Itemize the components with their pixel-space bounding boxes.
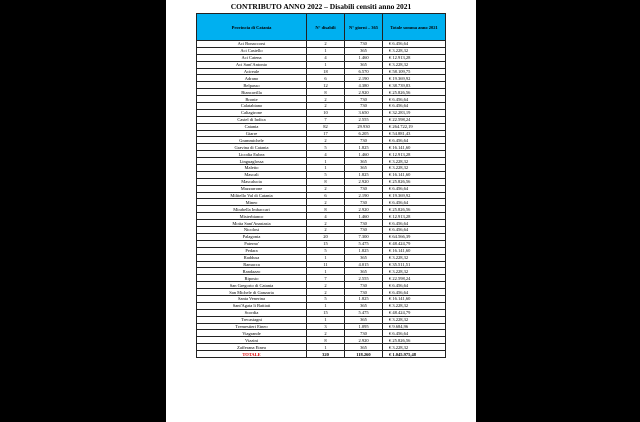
cell-totale: € 6.456,64 [383,282,446,289]
cell-disabili: 2 [307,185,345,192]
cell-provincia: Ramacca [197,261,307,268]
cell-provincia: Paterno' [197,240,307,247]
cell-giorni: 1.460 [345,151,383,158]
cell-totale: € 6.456,64 [383,185,446,192]
table-row [197,192,446,199]
cell-giorni: 5.475 [345,240,383,247]
table-row [197,144,446,151]
table-body [197,41,446,351]
cell-disabili: 1 [307,316,345,323]
cell-disabili: 15 [307,309,345,316]
cell-totale: € 6.456,64 [383,137,446,144]
cell-disabili: 17 [307,130,345,137]
table-row [197,54,446,61]
cell-giorni: 2.920 [345,89,383,96]
table-row [197,75,446,82]
cell-disabili: 2 [307,137,345,144]
table-row [197,116,446,123]
cell-disabili: 4 [307,54,345,61]
cell-disabili: 2 [307,282,345,289]
cell-giorni: 730 [345,289,383,296]
cell-giorni: 365 [345,344,383,351]
cell-totale: € 48.424,79 [383,309,446,316]
cell-totale: € 3.228,32 [383,268,446,275]
table-row [197,41,446,48]
header-giorni: N° giorni – 365 [345,14,383,41]
table-row [197,109,446,116]
cell-disabili: 6 [307,75,345,82]
cell-provincia: Calatabiano [197,103,307,110]
cell-giorni: 730 [345,199,383,206]
cell-disabili: 1 [307,254,345,261]
table-row [197,302,446,309]
cell-giorni: 730 [345,220,383,227]
table-row [197,337,446,344]
cell-totale: € 16.141,60 [383,144,446,151]
cell-provincia: Linguaglossa [197,158,307,165]
cell-provincia: Acireale [197,68,307,75]
cell-provincia: Nicolosi [197,227,307,234]
cell-giorni: 3.650 [345,109,383,116]
cell-disabili: 2 [307,96,345,103]
table-row [197,213,446,220]
cell-giorni: 7.300 [345,233,383,240]
cell-provincia: Randazzo [197,268,307,275]
cell-provincia: Tremestieri Etneo [197,323,307,330]
cell-giorni: 1.825 [345,295,383,302]
cell-provincia: Bronte [197,96,307,103]
cell-provincia: Trecastagni [197,316,307,323]
cell-provincia: Misterbianco [197,213,307,220]
cell-totale: € 6.456,64 [383,103,446,110]
cell-provincia: Viagrande [197,330,307,337]
cell-disabili: 2 [307,330,345,337]
cell-provincia: Vizzini [197,337,307,344]
cell-disabili: 1 [307,47,345,54]
table-row [197,82,446,89]
cell-giorni: 1.825 [345,144,383,151]
cell-provincia: Biancavilla [197,89,307,96]
cell-provincia: Mazzarrone [197,185,307,192]
table-row [197,130,446,137]
cell-totale: € 25.826,56 [383,206,446,213]
cell-giorni: 365 [345,165,383,172]
cell-totale: € 35.511,51 [383,261,446,268]
cell-totale: € 22.598,24 [383,116,446,123]
cell-provincia: Gravina di Catania [197,144,307,151]
header-totale: Totale somma anno 2021 [383,14,446,41]
cell-totale: € 6.456,64 [383,227,446,234]
table-row [197,240,446,247]
cell-disabili: 1 [307,158,345,165]
cell-disabili: 18 [307,68,345,75]
cell-giorni: 365 [345,268,383,275]
table-header-row [197,14,446,41]
cell-totale: € 3.228,32 [383,158,446,165]
table-row [197,295,446,302]
table-row [197,68,446,75]
cell-disabili: 4 [307,213,345,220]
cell-provincia: Maletto [197,165,307,172]
cell-disabili: 11 [307,261,345,268]
cell-giorni: 4.015 [345,261,383,268]
cell-totale: € 22.598,24 [383,275,446,282]
cell-provincia: Licodia Eubea [197,151,307,158]
table-row [197,227,446,234]
cell-provincia: Aci Castello [197,47,307,54]
cell-totale: € 12.913,28 [383,54,446,61]
cell-totale: € 16.141,60 [383,171,446,178]
cell-totale: € 19.369,92 [383,75,446,82]
cell-provincia: Riposto [197,275,307,282]
cell-giorni: 2.190 [345,75,383,82]
cell-provincia: Adrano [197,75,307,82]
table-row [197,316,446,323]
cell-totale: € 3.228,32 [383,47,446,54]
cell-disabili: 2 [307,103,345,110]
total-label: TOTALE [197,351,307,358]
cell-giorni: 2.555 [345,275,383,282]
header-disabili: N° disabili [307,14,345,41]
table-row [197,61,446,68]
table-row [197,344,446,351]
cell-provincia: San Michele di Ganzaria [197,289,307,296]
cell-disabili: 5 [307,295,345,302]
table-row [197,261,446,268]
cell-disabili: 10 [307,109,345,116]
cell-totale: € 16.141,60 [383,247,446,254]
table-row [197,151,446,158]
total-row [197,351,446,358]
cell-totale: € 6.456,64 [383,330,446,337]
cell-disabili: 82 [307,123,345,130]
cell-disabili: 1 [307,344,345,351]
cell-disabili: 8 [307,206,345,213]
cell-totale: € 12.913,28 [383,213,446,220]
cell-disabili: 2 [307,199,345,206]
cell-totale: € 25.826,56 [383,89,446,96]
cell-provincia: Mascali [197,171,307,178]
table-row [197,289,446,296]
cell-disabili: 6 [307,192,345,199]
cell-disabili: 20 [307,233,345,240]
cell-provincia: Pedara [197,247,307,254]
cell-giorni: 4.380 [345,82,383,89]
cell-totale: € 3.228,32 [383,344,446,351]
cell-totale: € 38.739,83 [383,82,446,89]
cell-giorni: 2.555 [345,116,383,123]
cell-provincia: Mineo [197,199,307,206]
cell-giorni: 730 [345,330,383,337]
cell-giorni: 1.460 [345,213,383,220]
cell-provincia: Aci Catena [197,54,307,61]
cell-totale: € 54.881,43 [383,130,446,137]
cell-giorni: 6.570 [345,68,383,75]
table-row [197,233,446,240]
cell-provincia: Sant'Agata li Battiati [197,302,307,309]
cell-provincia: Giarre [197,130,307,137]
cell-provincia: Motta Sant'Anastasia [197,220,307,227]
header-provincia: Provincia di Catania [197,14,307,41]
cell-totale: € 3.228,32 [383,316,446,323]
cell-disabili: 5 [307,144,345,151]
table-row [197,254,446,261]
table-row [197,275,446,282]
cell-provincia: San Gregorio di Catania [197,282,307,289]
cell-giorni: 5.475 [345,309,383,316]
table-row [197,330,446,337]
cell-totale: € 6.456,64 [383,289,446,296]
table-row [197,323,446,330]
cell-giorni: 365 [345,47,383,54]
cell-disabili: 2 [307,289,345,296]
cell-disabili: 1 [307,61,345,68]
table-row [197,185,446,192]
cell-giorni: 365 [345,158,383,165]
table-row [197,206,446,213]
cell-totale: € 3.228,32 [383,254,446,261]
total-amount: € 1.045.975,48 [383,351,446,358]
total-giorni: 118.260 [345,351,383,358]
cell-totale: € 6.456,64 [383,199,446,206]
cell-disabili: 8 [307,89,345,96]
cell-giorni: 1.825 [345,247,383,254]
cell-totale: € 12.913,28 [383,151,446,158]
cell-totale: € 64.566,39 [383,233,446,240]
cell-provincia: Grammichele [197,137,307,144]
cell-disabili: 2 [307,227,345,234]
cell-giorni: 2.920 [345,337,383,344]
table-row [197,247,446,254]
total-disabili: 320 [307,351,345,358]
cell-totale: € 6.456,64 [383,41,446,48]
table-row [197,158,446,165]
cell-provincia: Santa Venerina [197,295,307,302]
cell-disabili: 4 [307,151,345,158]
table-row [197,178,446,185]
cell-disabili: 1 [307,268,345,275]
cell-disabili: 2 [307,41,345,48]
cell-totale: € 6.456,64 [383,96,446,103]
cell-disabili: 1 [307,165,345,172]
cell-giorni: 29.930 [345,123,383,130]
cell-totale: € 58.109,75 [383,68,446,75]
cell-totale: € 3.228,32 [383,165,446,172]
cell-provincia: Aci Sant'Antonio [197,61,307,68]
cell-giorni: 365 [345,254,383,261]
cell-provincia: Mirabella Imbaccari [197,206,307,213]
cell-totale: € 19.369,92 [383,192,446,199]
cell-disabili: 8 [307,337,345,344]
cell-totale: € 48.424,79 [383,240,446,247]
cell-giorni: 365 [345,302,383,309]
cell-giorni: 1.825 [345,171,383,178]
cell-giorni: 730 [345,282,383,289]
cell-disabili: 3 [307,323,345,330]
cell-giorni: 730 [345,227,383,234]
document-title: CONTRIBUTO ANNO 2022 – Disabili censiti anno 2021 [230,2,412,11]
cell-provincia: Mascalucia [197,178,307,185]
cell-giorni: 730 [345,41,383,48]
cell-provincia: Zafferana Etnea [197,344,307,351]
cell-provincia: Militello Val di Catania [197,192,307,199]
table-row [197,103,446,110]
cell-giorni: 2.190 [345,192,383,199]
table-row [197,96,446,103]
cell-provincia: Scordia [197,309,307,316]
cell-totale: € 6.456,64 [383,220,446,227]
document-page [166,0,476,422]
cell-disabili: 1 [307,302,345,309]
cell-disabili: 5 [307,171,345,178]
cell-disabili: 2 [307,220,345,227]
table-row [197,220,446,227]
cell-disabili: 8 [307,178,345,185]
cell-giorni: 2.920 [345,206,383,213]
cell-giorni: 6.205 [345,130,383,137]
table-row [197,165,446,172]
cell-giorni: 2.920 [345,178,383,185]
cell-totale: € 3.228,32 [383,61,446,68]
table-row [197,199,446,206]
cell-disabili: 7 [307,116,345,123]
cell-totale: € 25.826,56 [383,337,446,344]
cell-totale: € 32.283,19 [383,109,446,116]
cell-giorni: 730 [345,103,383,110]
table-row [197,123,446,130]
table-row [197,309,446,316]
cell-totale: € 9.684,96 [383,323,446,330]
cell-disabili: 12 [307,82,345,89]
cell-totale: € 25.826,56 [383,178,446,185]
cell-totale: € 264.722,19 [383,123,446,130]
cell-provincia: Palagonia [197,233,307,240]
cell-giorni: 1.460 [345,54,383,61]
cell-giorni: 365 [345,61,383,68]
cell-giorni: 730 [345,137,383,144]
cell-provincia: Raddusa [197,254,307,261]
cell-provincia: Catania [197,123,307,130]
table-row [197,171,446,178]
cell-totale: € 16.141,60 [383,295,446,302]
cell-provincia: Aci Bonaccorsi [197,41,307,48]
table-row [197,268,446,275]
cell-disabili: 15 [307,240,345,247]
contributions-table [196,13,446,358]
cell-giorni: 1.095 [345,323,383,330]
cell-giorni: 730 [345,185,383,192]
table-row [197,282,446,289]
cell-disabili: 5 [307,247,345,254]
cell-provincia: Belpasso [197,82,307,89]
table-row [197,47,446,54]
cell-giorni: 365 [345,316,383,323]
cell-totale: € 3.228,32 [383,302,446,309]
cell-disabili: 7 [307,275,345,282]
cell-provincia: Castel di Iudica [197,116,307,123]
table-row [197,89,446,96]
cell-giorni: 730 [345,96,383,103]
cell-provincia: Caltagirone [197,109,307,116]
table-row [197,137,446,144]
